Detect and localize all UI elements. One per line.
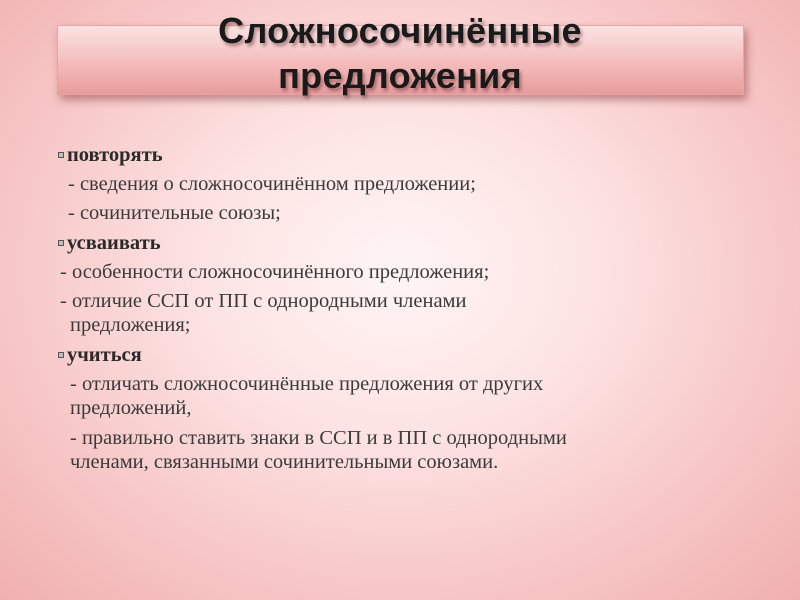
title-line-1: Сложносочинённые <box>218 10 582 51</box>
list-item-continuation: предложения; <box>70 314 191 336</box>
list-item: - отличие ССП от ПП с однородными членами <box>60 290 467 312</box>
content-list <box>58 141 758 477</box>
list-item: - отличать сложносочинённые предложения от других <box>70 373 544 395</box>
square-bullet-icon <box>58 152 64 158</box>
list-item-continuation: членами, связанными сочинительными союзами. <box>70 451 499 473</box>
square-bullet-icon <box>58 352 64 358</box>
slide-title <box>0 8 800 98</box>
section-heading-study: учиться <box>58 341 758 370</box>
list-item: - особенности сложносочинённого предложения; <box>60 261 490 283</box>
section-heading-repeat: повторять <box>58 141 758 170</box>
title-line-2: предложения <box>278 55 522 96</box>
list-item: - сведения о сложносочинённом предложении; <box>68 173 476 195</box>
section-heading-learn: усваивать <box>58 229 758 258</box>
list-item-continuation: предложений, <box>70 397 192 419</box>
list-item: - правильно ставить знаки в ССП и в ПП с однородными <box>70 427 567 449</box>
square-bullet-icon <box>58 240 64 246</box>
list-item: - сочинительные союзы; <box>68 202 281 224</box>
